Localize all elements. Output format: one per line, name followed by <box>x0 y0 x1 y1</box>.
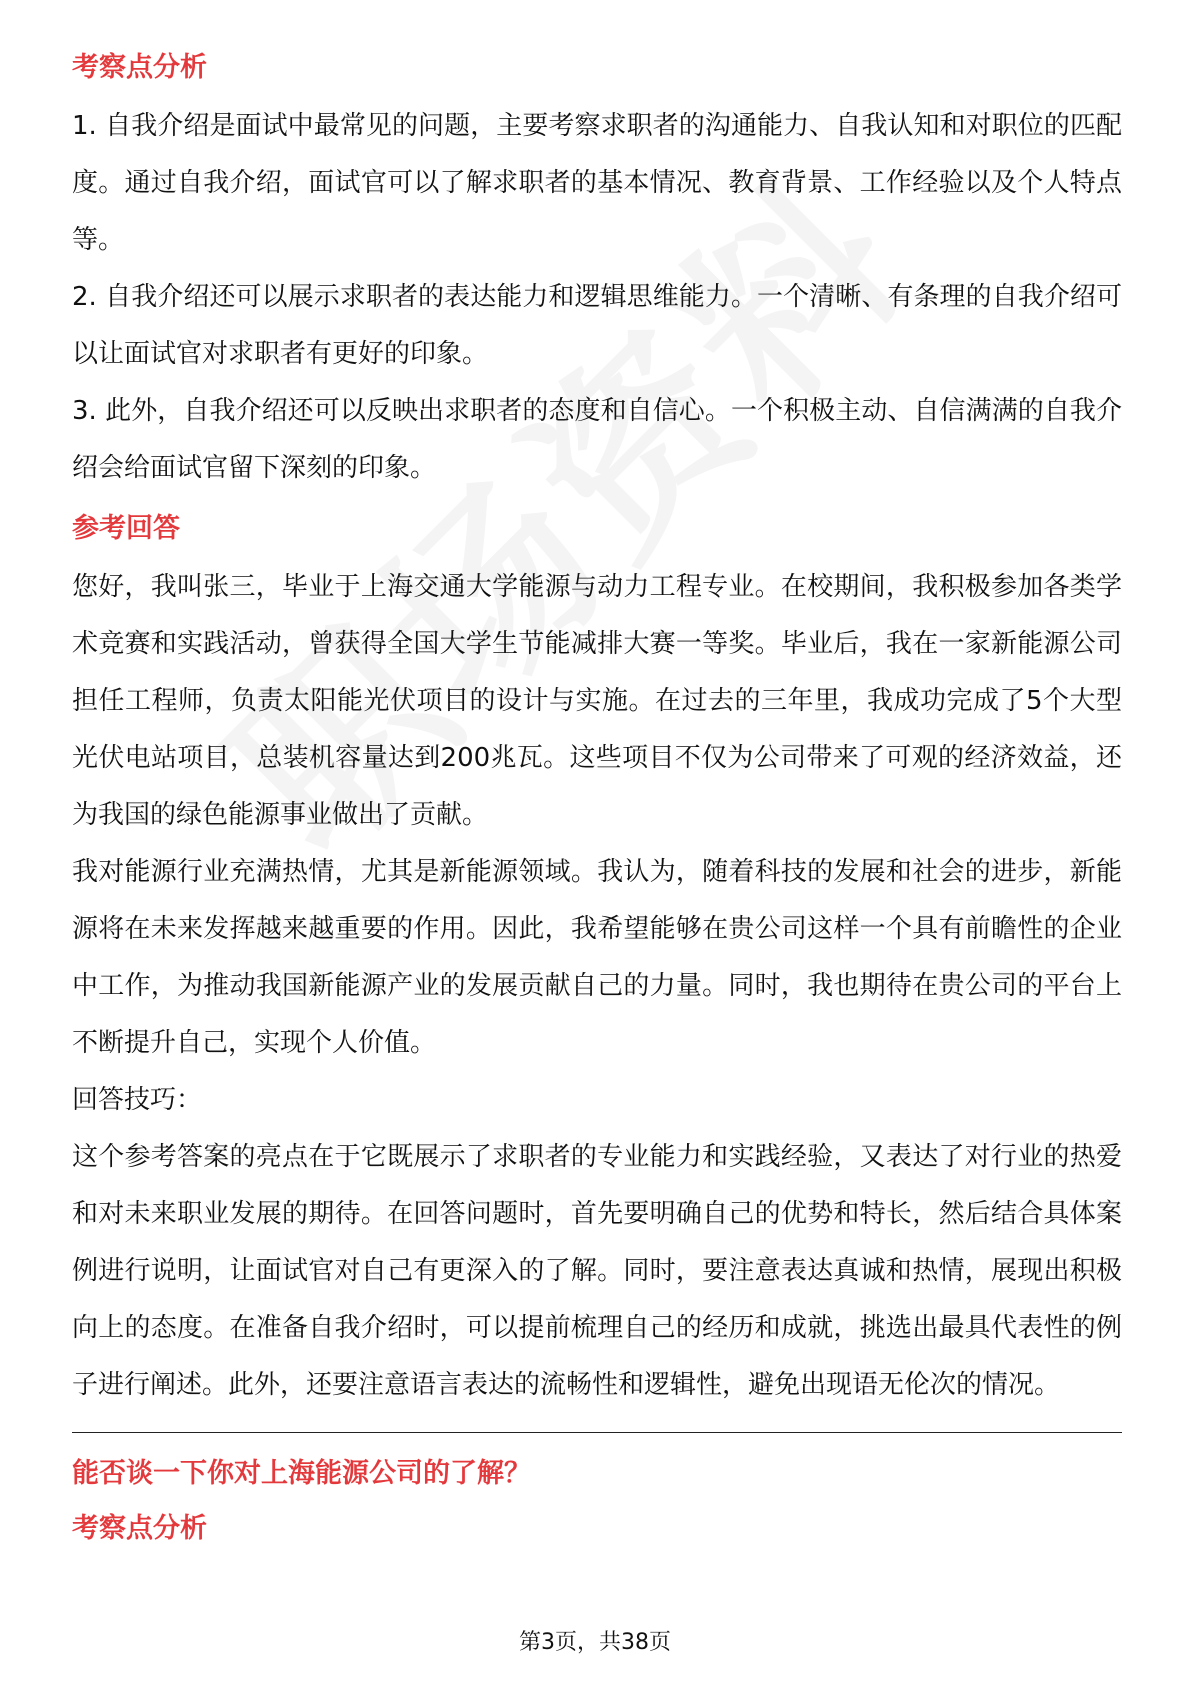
reference-answer-heading: 参考回答 <box>72 513 180 544</box>
answer-tips-label: 回答技巧： <box>72 1085 203 1115</box>
answer-tips-paragraph: 这个参考答案的亮点在于它既展示了求职者的专业能力和实践经验，又表达了对行业的热爱和对未来职业发展的期待。在回答问题时，首先要明确自己的优势和特长，然后结合具体案例进行说明，让面试官对自己有更深入的了解。同时，要注意表达真诚和热情，展现出积极向上的态度。在准备自我介绍时，可以提前梳理自己的经历和成就，挑选出最具代表性的例子进行阐述。此外，还要注意语言表达的流畅性和逻辑性，避免出现语无伦次的情况。 <box>72 1142 1122 1400</box>
next-analysis-heading: 考察点分析 <box>72 1513 207 1544</box>
analysis-heading: 考察点分析 <box>72 52 207 83</box>
document-content <box>72 48 1122 1549</box>
analysis-point-1: 1. 自我介绍是面试中最常见的问题，主要考察求职者的沟通能力、自我认知和对职位的匹配度。通过自我介绍，面试官可以了解求职者的基本情况、教育背景、工作经验以及个人特点等。 <box>72 111 1122 255</box>
page-number: 第3页，共38页 <box>519 1630 671 1655</box>
analysis-point-2: 2. 自我介绍还可以展示求职者的表达能力和逻辑思维能力。一个清晰、有条理的自我介绍可以让面试官对求职者有更好的印象。 <box>72 282 1122 369</box>
answer-paragraph-2: 我对能源行业充满热情，尤其是新能源领域。我认为，随着科技的发展和社会的进步，新能源将在未来发挥越来越重要的作用。因此，我希望能够在贵公司这样一个具有前瞻性的企业中工作，为推动我国新能源产业的发展贡献自己的力量。同时，我也期待在贵公司的平台上不断提升自己，实现个人价值。 <box>72 857 1122 1058</box>
answer-paragraph-1: 您好，我叫张三，毕业于上海交通大学能源与动力工程专业。在校期间，我积极参加各类学术竞赛和实践活动，曾获得全国大学生节能减排大赛一等奖。毕业后，我在一家新能源公司担任工程师，负责太阳能光伏项目的设计与实施。在过去的三年里，我成功完成了5个大型光伏电站项目，总装机容量达到200兆瓦。这些项目不仅为公司带来了可观的经济效益，还为我国的绿色能源事业做出了贡献。 <box>72 572 1122 830</box>
next-question-title: 能否谈一下你对上海能源公司的了解？ <box>72 1458 531 1489</box>
section-divider <box>72 1432 1122 1433</box>
analysis-point-3: 3. 此外，自我介绍还可以反映出求职者的态度和自信心。一个积极主动、自信满满的自我介绍会给面试官留下深刻的印象。 <box>72 396 1122 483</box>
